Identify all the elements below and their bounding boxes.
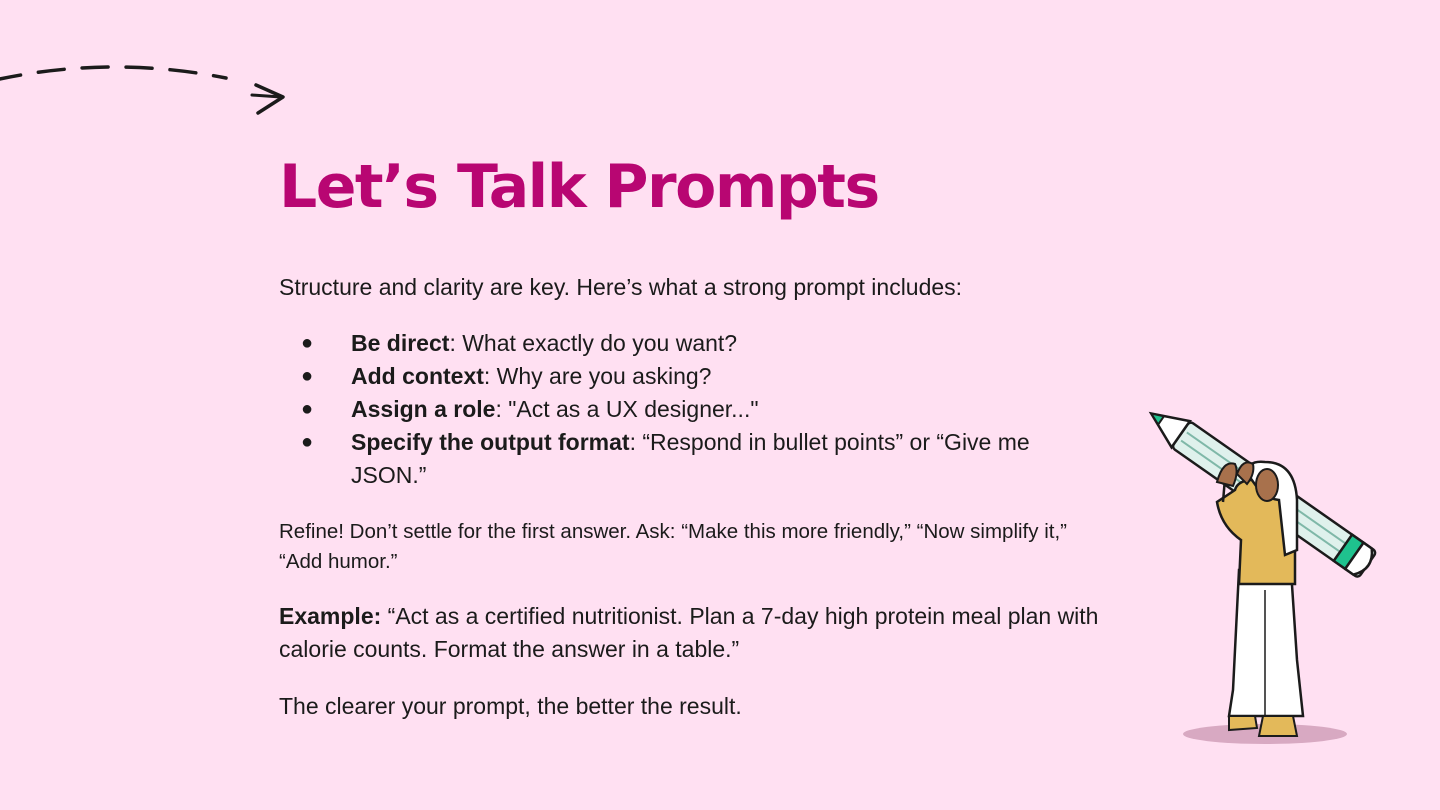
refine-text: Refine! Don’t settle for the first answer. Ask: “Make this more friendly,” “Now simplify it,” “Add humor.” xyxy=(279,520,1067,573)
person-carrying-pencil-illustration xyxy=(1125,390,1395,750)
bullet-icon: ● xyxy=(301,365,314,387)
example-body: “Act as a certified nutritionist. Plan a 7-day high protein meal plan with calorie counts. Format the answer in a table.” xyxy=(279,603,1099,662)
tip-text: : What exactly do you want? xyxy=(449,330,738,356)
tip-label: Specify the output format xyxy=(351,429,630,455)
list-item xyxy=(279,426,1099,492)
tip-text: : "Act as a UX designer..." xyxy=(495,396,759,422)
bullet-icon: ● xyxy=(301,332,314,354)
example-label: Example: xyxy=(279,603,382,629)
tip-label: Be direct xyxy=(351,330,450,356)
list-item xyxy=(279,393,1099,426)
list-item xyxy=(279,327,1099,360)
list-item xyxy=(279,360,1099,393)
bullet-icon: ● xyxy=(301,431,314,453)
prompt-tips-list xyxy=(279,327,1099,492)
closing-text: The clearer your prompt, the better the result. xyxy=(279,693,742,719)
page-title: Let’s Talk Prompts xyxy=(279,152,879,222)
tip-label: Add context xyxy=(351,363,484,389)
tip-text: : “Respond in bullet points” or “Give me JSON.” xyxy=(351,429,1030,488)
dashed-curved-arrow-icon xyxy=(0,55,300,125)
tip-text: : Why are you asking? xyxy=(483,363,712,389)
tip-label: Assign a role xyxy=(351,396,496,422)
example-text xyxy=(279,600,1109,666)
bullet-icon: ● xyxy=(301,398,314,420)
intro-text: Structure and clarity are key. Here’s what a strong prompt includes: xyxy=(279,274,963,300)
